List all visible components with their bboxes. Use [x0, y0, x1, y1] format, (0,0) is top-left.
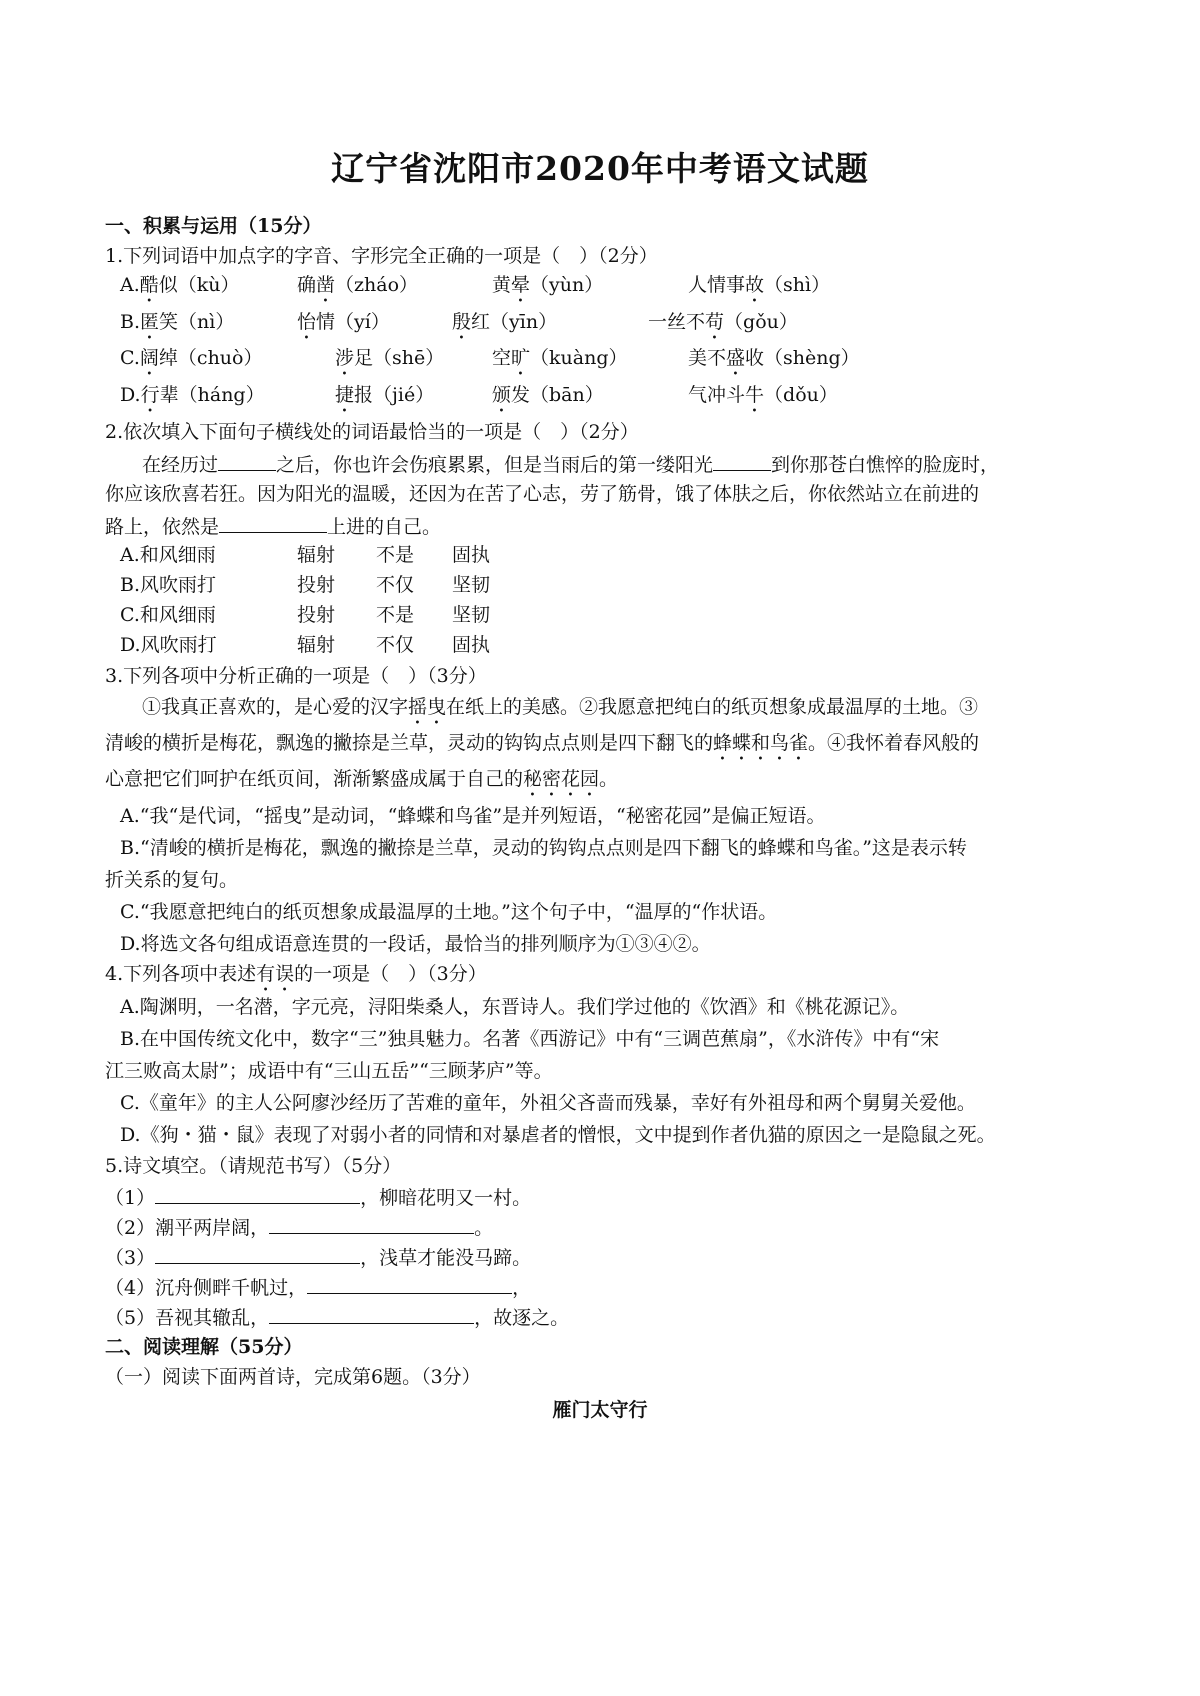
poem-title: 雁门太守行 — [552, 1399, 648, 1421]
q1-option-b-1: B.匿笑（nì） — [120, 311, 235, 333]
q4-option-a: A.陶渊明，一名潜，字元亮，浔阳柴桑人，东晋诗人。我们学过他的《饮酒》和《桃花源记》。 — [120, 996, 910, 1018]
q5-line-1: （1） ，柳暗花明又一村。 — [105, 1183, 531, 1211]
q3-option-d: D.将选文各句组成语意连贯的一段话，最恰当的排列顺序为①③④②。 — [120, 933, 711, 955]
q2-passage-line-1: 在经历过 之后，你也许会伤痕累累，但是当雨后的第一缕阳光 到你那苍白憔悴的脸庞时， — [142, 450, 999, 478]
q1-option-b-4: 一丝不苟（gǒu） — [648, 311, 798, 333]
q2-option-b-2: 投射 — [297, 574, 336, 596]
q3-option-a: A.“我“是代词，“摇曳”是动词，“蜂蝶和鸟雀”是并列短语，“秘密花园”是偏正短语。 — [120, 805, 826, 827]
q2-blank-1[interactable] — [218, 450, 276, 471]
q5-blank-2[interactable] — [269, 1213, 474, 1234]
q2-option-c-1: C.和风细雨 — [120, 604, 216, 626]
q2-passage-line-3: 路上，依然是 上进的自己。 — [105, 512, 441, 540]
q2-option-b-1: B.风吹雨打 — [120, 574, 217, 596]
question-3-stem: 3.下列各项中分析正确的一项是（ ）（3分） — [105, 665, 487, 687]
q3-passage-line-1: ①我真正喜欢的，是心爱的汉字摇曳在纸上的美感。②我愿意把纯白的纸页想象成最温厚的土地。③ — [142, 696, 979, 718]
q1-option-a-2: 确凿（zháo） — [297, 274, 419, 296]
q4-option-c: C.《童年》的主人公阿廖沙经历了苦难的童年，外祖父吝啬而残暴，幸好有外祖母和两个舅舅关爱他。 — [120, 1092, 976, 1114]
q1-option-d-2: 捷报（jié） — [335, 384, 435, 406]
q5-blank-1[interactable] — [155, 1183, 360, 1204]
q1-option-c-2: 涉足（shē） — [335, 347, 445, 369]
q4-option-b-line-2: 江三败高太尉”；成语中有“三山五岳”“三顾茅庐”等。 — [105, 1060, 553, 1082]
q4-option-b-line-1: B.在中国传统文化中，数字“三”独具魅力。名著《西游记》中有“三调芭蕉扇”，《水浒传》中有“宋 — [120, 1028, 940, 1050]
q2-option-a-4: 固执 — [452, 544, 491, 566]
q2-option-a-1: A.和风细雨 — [120, 544, 216, 566]
q1-option-c-3: 空旷（kuàng） — [492, 347, 628, 369]
q5-line-4: （4）沉舟侧畔千帆过， ， — [105, 1273, 531, 1301]
q2-option-a-2: 辐射 — [297, 544, 336, 566]
q2-option-d-3: 不仅 — [376, 634, 415, 656]
q1-option-a-1: A.酷似（kù） — [120, 274, 240, 296]
q5-blank-3[interactable] — [155, 1243, 360, 1264]
q5-line-5: （5）吾视其辙乱， ，故逐之。 — [105, 1303, 569, 1331]
q1-option-b-3: 殷红（yīn） — [452, 311, 558, 333]
q1-option-a-3: 黄晕（yùn） — [492, 274, 604, 296]
section-heading-1: 一、积累与运用（15分） — [105, 215, 322, 237]
question-4-stem: 4.下列各项中表述有误的一项是（ ）（3分） — [105, 963, 487, 985]
q2-option-c-4: 坚韧 — [452, 604, 491, 626]
q2-blank-2[interactable] — [713, 450, 771, 471]
q1-option-c-4: 美不盛收（shèng） — [688, 347, 860, 369]
q2-blank-3[interactable] — [219, 512, 327, 533]
q5-line-3: （3） ，浅草才能没马蹄。 — [105, 1243, 531, 1271]
q3-passage-line-2: 清峻的横折是梅花，飘逸的撇捺是兰草，灵动的钩钩点点则是四下翻飞的蜂蝶和鸟雀。④我怀着春风般的 — [105, 732, 980, 754]
q2-option-c-2: 投射 — [297, 604, 336, 626]
q3-option-b-line-2: 折关系的复句。 — [105, 869, 239, 891]
q2-option-d-2: 辐射 — [297, 634, 336, 656]
q5-line-2: （2）潮平两岸阔， 。 — [105, 1213, 493, 1241]
q1-option-d-1: D.行辈（háng） — [120, 384, 265, 406]
q3-passage-line-3: 心意把它们呵护在纸页间，渐渐繁盛成属于自己的秘密花园。 — [105, 768, 619, 790]
q1-option-d-3: 颁发（bān） — [492, 384, 604, 406]
q1-option-a-4: 人情事故（shì） — [688, 274, 831, 296]
q2-option-b-3: 不仅 — [376, 574, 415, 596]
page-title: 辽宁省沈阳市2020年中考语文试题 — [331, 149, 869, 188]
q1-option-b-2: 怡情（yí） — [297, 311, 390, 333]
q5-blank-4[interactable] — [307, 1273, 512, 1294]
q2-option-c-3: 不是 — [376, 604, 415, 626]
q2-passage-line-2: 你应该欣喜若狂。因为阳光的温暖，还因为在苦了心志，劳了筋骨，饿了体肤之后，你依然站立在前进的 — [105, 483, 980, 505]
question-1-stem: 1.下列词语中加点字的字音、字形完全正确的一项是（ ）（2分） — [105, 245, 658, 267]
q3-option-b-line-1: B.“清峻的横折是梅花，飘逸的撇捺是兰草，灵动的钩钩点点则是四下翻飞的蜂蝶和鸟雀。”这是表示转 — [120, 837, 967, 859]
q1-option-c-1: C.阔绰（chuò） — [120, 347, 263, 369]
q4-option-d: D.《狗・猫・鼠》表现了对弱小者的同情和对暴虐者的憎恨，文中提到作者仇猫的原因之一是隐鼠之死。 — [120, 1124, 996, 1146]
section-heading-2: 二、阅读理解（55分） — [105, 1336, 303, 1358]
q2-option-d-1: D.风吹雨打 — [120, 634, 217, 656]
subsection-1-instruction: （一）阅读下面两首诗，完成第6题。（3分） — [105, 1366, 481, 1388]
q5-blank-5[interactable] — [269, 1303, 474, 1324]
question-5-stem: 5.诗文填空。（请规范书写）（5分） — [105, 1155, 402, 1177]
q1-option-d-4: 气冲斗牛（dǒu） — [688, 384, 838, 406]
q2-option-a-3: 不是 — [376, 544, 415, 566]
question-2-stem: 2.依次填入下面句子横线处的词语最恰当的一项是（ ）（2分） — [105, 421, 639, 443]
q2-option-b-4: 坚韧 — [452, 574, 491, 596]
q2-option-d-4: 固执 — [452, 634, 491, 656]
q3-option-c: C.“我愿意把纯白的纸页想象成最温厚的土地。”这个句子中，“温厚的“作状语。 — [120, 901, 778, 923]
